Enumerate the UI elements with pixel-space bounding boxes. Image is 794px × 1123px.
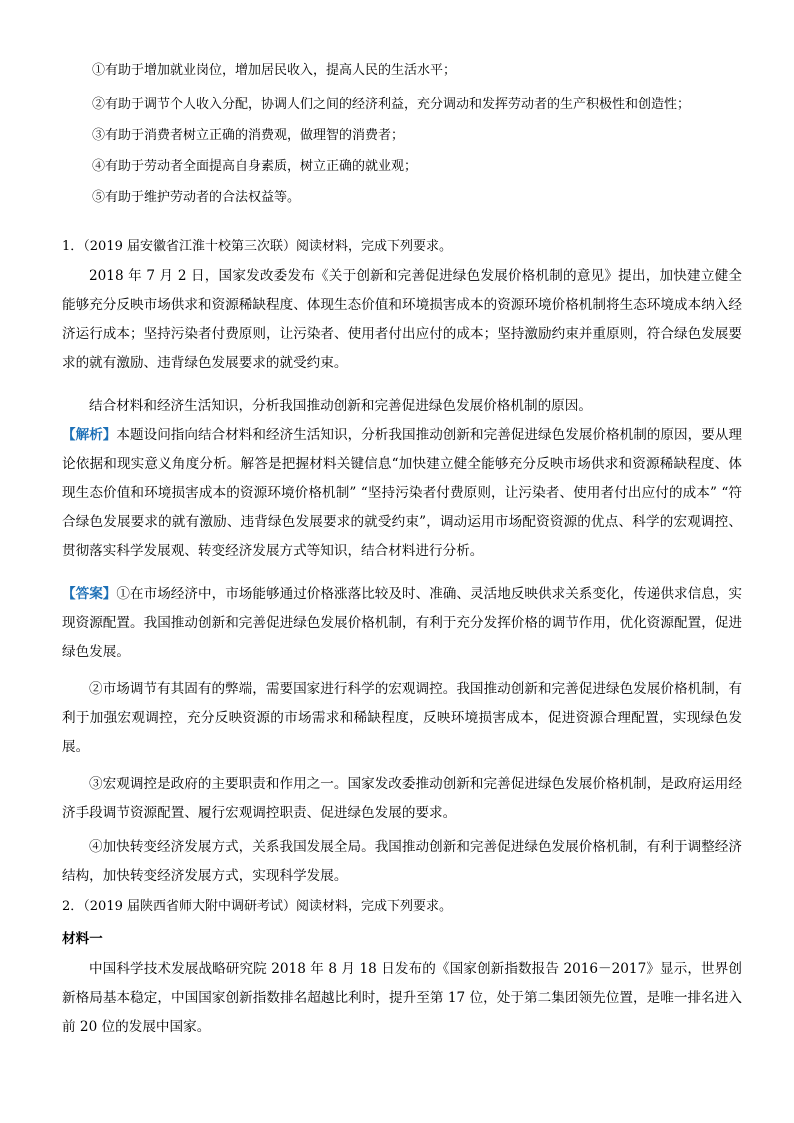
question-1-answer-4: ④加快转变经济发展方式，关系我国发展全局。我国推动创新和完善促进绿色发展价格机制，有利于调整经济结构，加快转变经济发展方式，实现科学发展。	[62, 839, 742, 884]
question-1-answer-2: ②市场调节有其固有的弊端，需要国家进行科学的宏观调控。我国推动创新和完善促进绿色发展价格机制，有利于加强宏观调控，充分反映资源的市场需求和稀缺程度，反映环境损害成本，促进资源合理配置，实现绿色发展。	[62, 681, 742, 755]
answer-label: 【答案】	[62, 586, 117, 602]
question-1-header: 1．（2019 届安徽省江淮十校第三次联）阅读材料，完成下列要求。	[62, 239, 452, 254]
question-2-material-1: 中国科学技术发展战略研究院 2018 年 8 月 18 日发布的《国家创新指数报告 2016－2017》显示，世界创新格局基本稳定，中国国家创新指数排名超越比利时，提升至第 17 位，处于第二集团领先位置，是唯一排名进入前 20 位的发展中国家。	[62, 961, 742, 1035]
question-1-prompt: 结合材料和经济生活知识，分析我国推动创新和完善促进绿色发展价格机制的原因。	[89, 398, 592, 414]
list-item-2: ②有助于调节个人收入分配，协调人们之间的经济利益，充分调动和发挥劳动者的生产积极性和创造性；	[92, 97, 691, 112]
answer-1-text: ①在市场经济中，市场能够通过价格涨落比较及时、准确、灵活地反映供求关系变化，传递供求信息，实现资源配置。我国推动创新和完善促进绿色发展价格机制，有利于充分发挥价格的调节作用，优化资源配置，促进绿色发展。	[62, 586, 743, 660]
question-1-analysis	[62, 421, 742, 566]
material-heading: 材料一	[62, 931, 103, 947]
list-item-1: ①有助于增加就业岗位，增加居民收入，提高人民的生活水平；	[92, 63, 457, 78]
question-1-answer-3: ③宏观调控是政府的主要职责和作用之一。国家发改委推动创新和完善促进绿色发展价格机制，是政府运用经济手段调节资源配置、履行宏观调控职责、促进绿色发展的要求。	[62, 776, 742, 821]
question-1-answer-1	[62, 580, 742, 667]
list-item-5: ⑤有助于维护劳动者的合法权益等。	[92, 190, 301, 205]
list-item-3: ③有助于消费者树立正确的消费观，做理智的消费者；	[92, 128, 405, 143]
question-2-header: 2．（2019 届陕西省师大附中调研考试）阅读材料，完成下列要求。	[62, 899, 452, 914]
question-1-material: 2018 年 7 月 2 日，国家发改委发布《关于创新和完善促进绿色发展价格机制的意见》提出，加快建立健全能够充分反映市场供求和资源稀缺程度、体现生态价值和环境损害成本的资源环境价格机制将生态环境成本纳入经济运行成本；坚持污染者付费原则，让污染者、使用者付出应付的成本；坚持激励约束并重原则，符合绿色发展要求的就有激励、违背绿色发展要求的就受约束。	[62, 268, 742, 371]
analysis-label: 【解析】	[62, 427, 117, 443]
analysis-text: 本题设问指向结合材料和经济生活知识，分析我国推动创新和完善促进绿色发展价格机制的原因，要从理论依据和现实意义角度分析。解答是把握材料关键信息“加快建立健全能够充分反映市场供求和资源稀缺程度、体现生态价值和环境损害成本的资源环境价格机制” “坚持污染者付费原则，让污染者、使用者付出应付的成本” “符合绿色发展要求的就有激励、违背绿色发展要求的就受约束”，调动运用市场配资资源的优点、科学的宏观调控、贯彻落实科学发展观、转变经济发展方式等知识，结合材料进行分析。	[62, 427, 743, 559]
list-item-4: ④有助于劳动者全面提高自身素质，树立正确的就业观；	[92, 159, 418, 174]
